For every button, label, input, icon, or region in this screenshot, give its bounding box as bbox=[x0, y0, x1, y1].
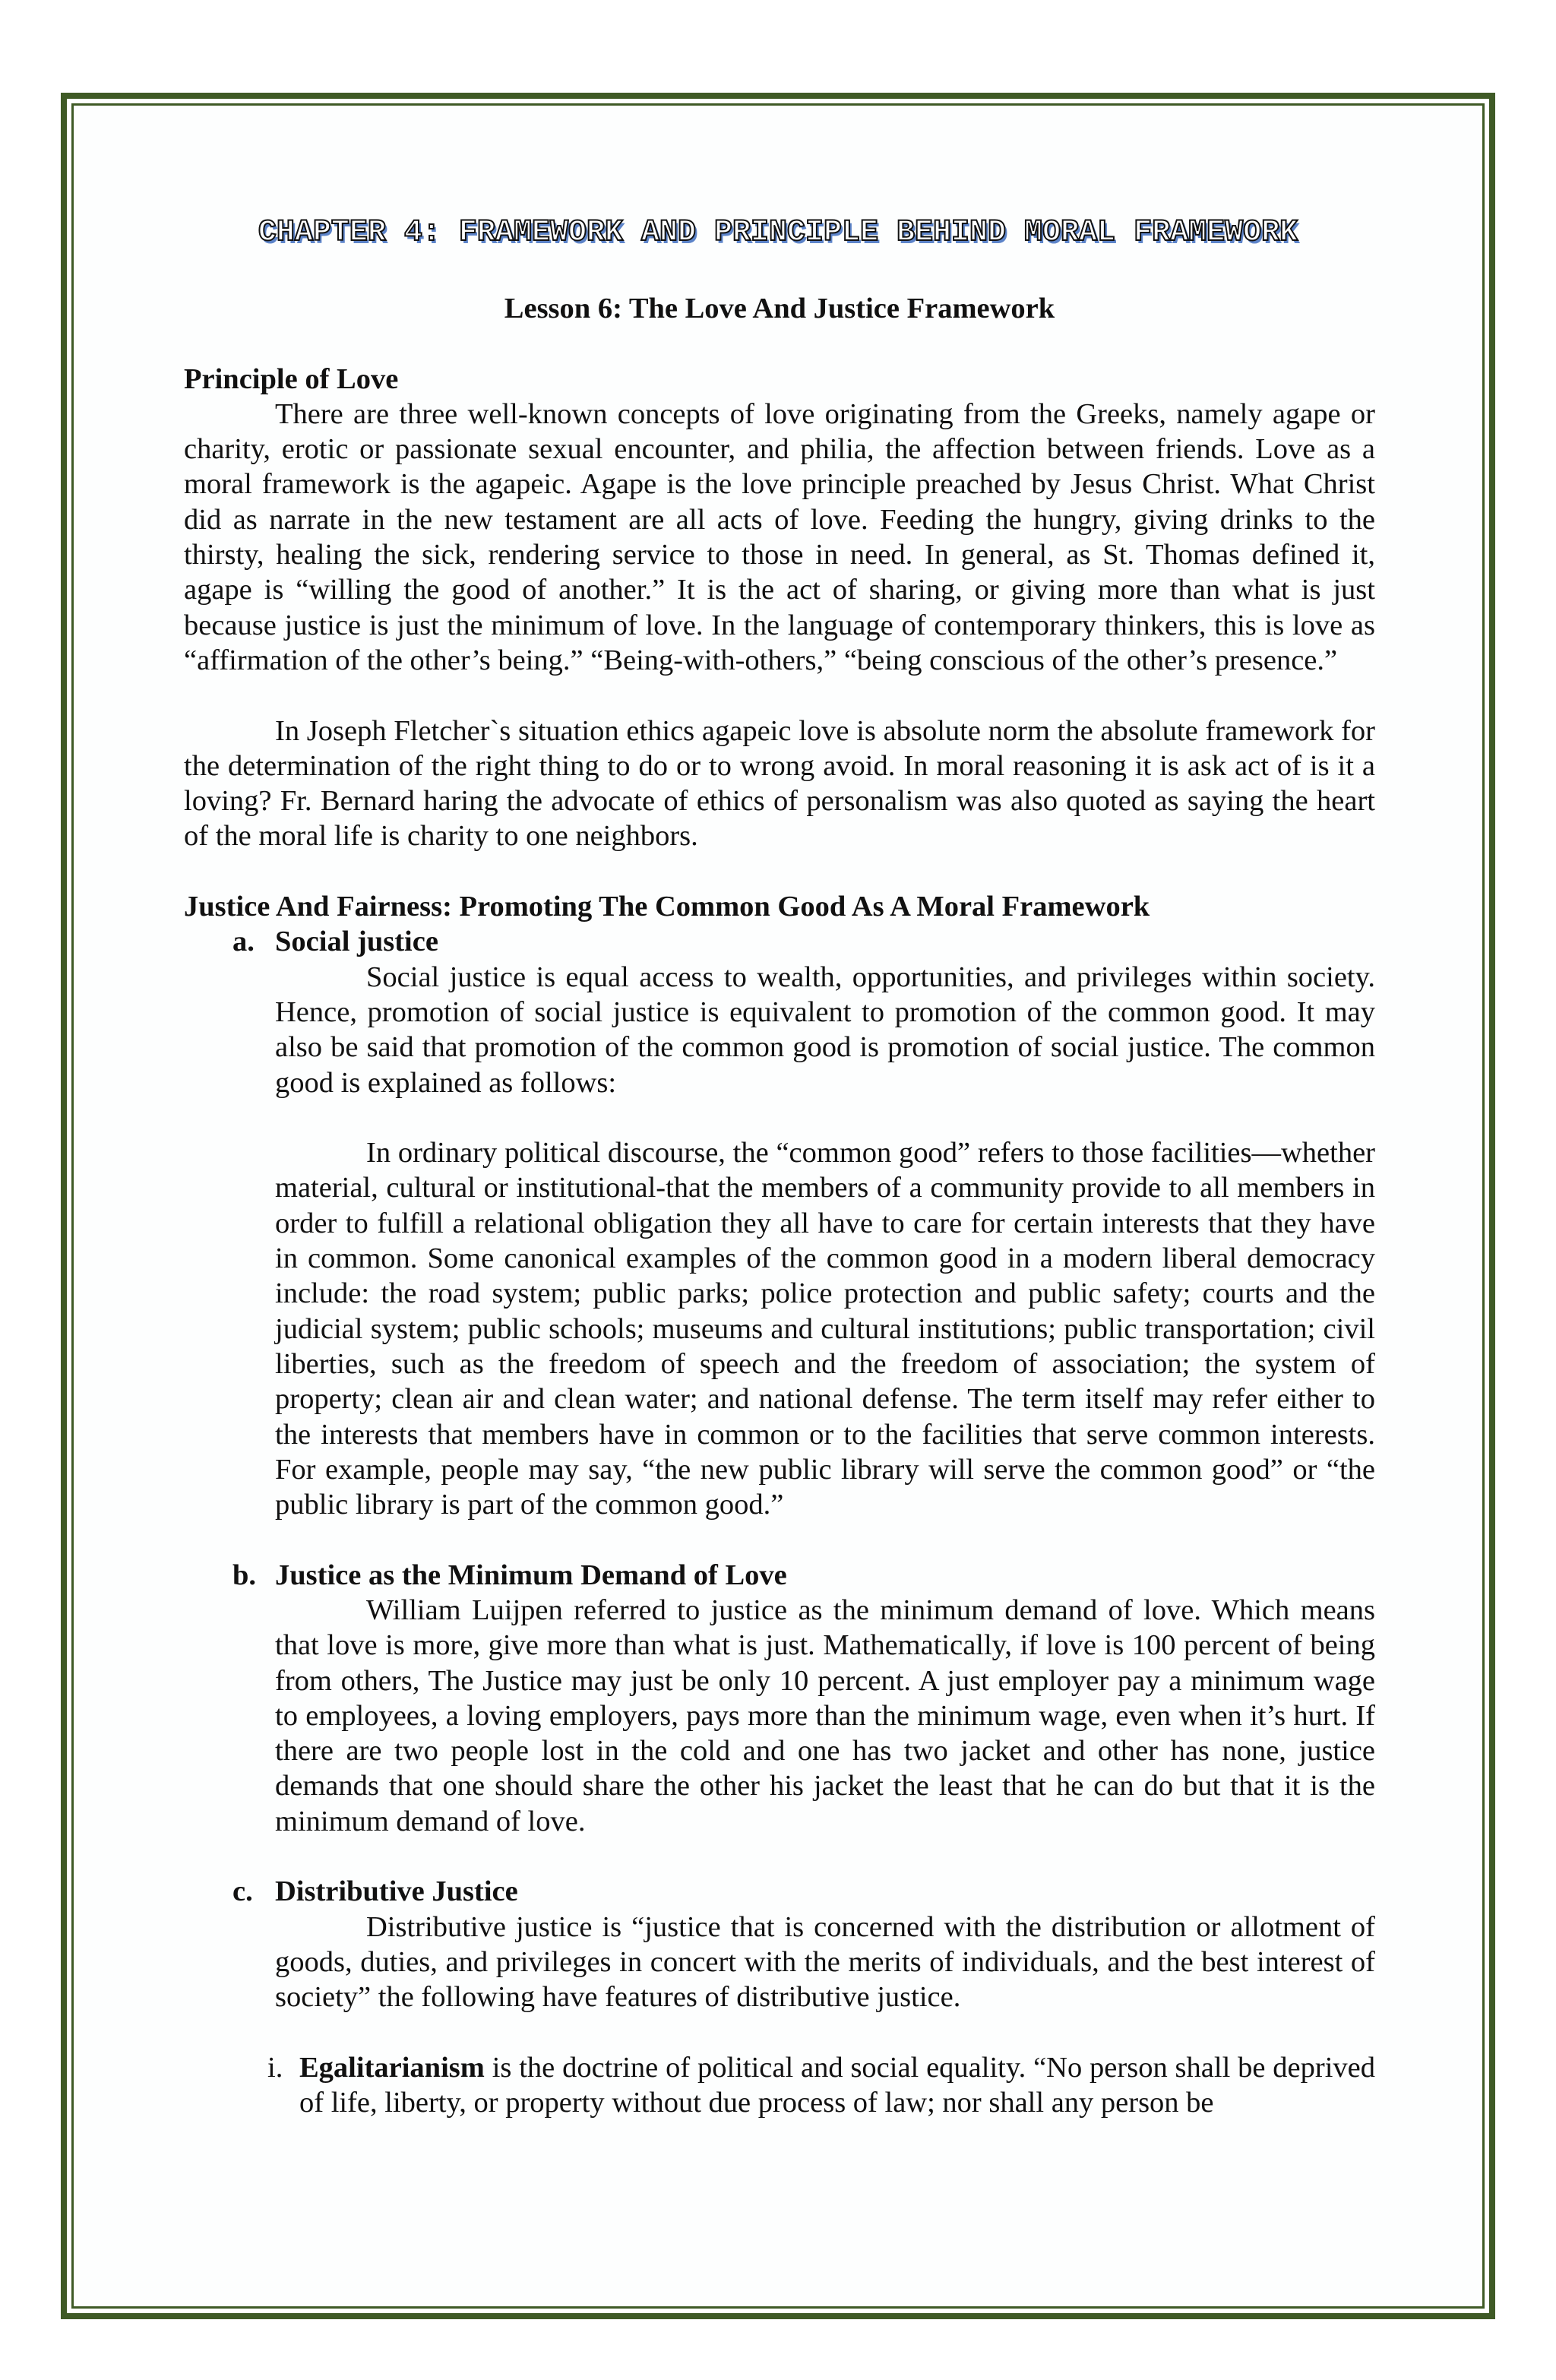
love-paragraph-1: There are three well-known concepts of love originating from the Greeks, namely agape or charity, erotic or passionate sexual encounter, and philia, the affection between friends. Love as a moral framework is the agapeic. Agape is the love principle preached by Jesus Christ. What Christ did as narrate in the new testament are all acts of love. Feeding the hungry, giving drinks to the thirsty, healing the sick, rendering service to those in need. In general, as St. Thomas defined it, agape is “willing the good of another.” It is the act of sharing, or giving more than what is just because justice is just the minimum of love. In the language of contemporary thinkers, this is love as “affirmation of the other’s being.” “Being-with-others,” “being conscious of the other’s presence.” bbox=[184, 397, 1375, 676]
love-paragraph-2: In Joseph Fletcher`s situation ethics agapeic love is absolute norm the absolute framework for the determination of the right thing to do or to wrong avoid. In moral reasoning it is ask act of is it a loving? Fr. Bernard haring the advocate of ethics of personalism was also quoted as saying the heart of the moral life is charity to one neighbors. bbox=[184, 714, 1375, 853]
item-term: Egalitarianism bbox=[299, 2051, 485, 2084]
section-distributive-justice bbox=[184, 1874, 1375, 2014]
chapter-title: CHAPTER 4: FRAMEWORK AND PRINCIPLE BEHIND MORAL FRAMEWORK bbox=[258, 216, 1298, 250]
item-text: is the doctrine of political and social equality. “No person shall be deprived of life, liberty, or property without due process of law; nor shall any person be bbox=[299, 2051, 1375, 2119]
section-paragraph: In ordinary political discourse, the “common good” refers to those facilities—whether material, cultural or institutional-that the members of a community provide to all members in order to fulfill a relational obligation they all have to care for certain interests that they have in common. Some canonical examples of the common good in a modern liberal democracy include: the road system; public parks; police protection and public safety; courts and the judicial system; public schools; museums and cultural institutions; public transportation; civil liberties, such as the freedom of speech and the freedom of association; the system of property; clean air and clean water; and national defense. The term itself may refer either to the interests that members have in common or to the facilities that serve common interests. For example, people may say, “the new public library will serve the common good” or “the public library is part of the common good.” bbox=[275, 1137, 1375, 1521]
section-paragraph: Social justice is equal access to wealth, opportunities, and privileges within society. Hence, promotion of social justice is equivalent to promotion of the common good. It may also be said that promotion of the common good is promotion of social justice. The common good is explained as follows: bbox=[275, 961, 1375, 1099]
love-heading: Principle of Love bbox=[184, 362, 399, 395]
section-title: Justice as the Minimum Demand of Love bbox=[275, 1559, 787, 1591]
document-body bbox=[184, 291, 1375, 2120]
section-label: c. bbox=[232, 1875, 253, 1908]
lesson-title: Lesson 6: The Love And Justice Framework bbox=[504, 293, 1055, 324]
section-minimum-demand bbox=[184, 1558, 1375, 1839]
section-paragraph: William Luijpen referred to justice as the minimum demand of love. Which means that love is more, give more than what is just. Mathematically, if love is 100 percent of being from others, The Justice may just be only 10 percent. A just employer pay a minimum wage to employees, a loving employers, pays more than the minimum wage, even when it’s hurt. If there are two people lost in the cold and one has two jacket and other has none, justice demands that one should share the other his jacket the least that he can do but that it is the minimum demand of love. bbox=[275, 1594, 1375, 1837]
justice-heading: Justice And Fairness: Promoting The Common Good As A Moral Framework bbox=[184, 891, 1150, 923]
section-label: a. bbox=[232, 926, 255, 958]
section-title: Social justice bbox=[275, 926, 438, 958]
section-title: Distributive Justice bbox=[275, 1875, 518, 1908]
item-number: i. bbox=[267, 2051, 283, 2084]
section-social-justice bbox=[184, 924, 1375, 1522]
list-item bbox=[184, 2050, 1375, 2121]
section-paragraph: Distributive justice is “justice that is concerned with the distribution or allotment of goods, duties, and privileges in concert with the merits of individuals, and the best interest of society” the following have features of distributive justice. bbox=[275, 1910, 1375, 2014]
section-label: b. bbox=[232, 1559, 257, 1591]
